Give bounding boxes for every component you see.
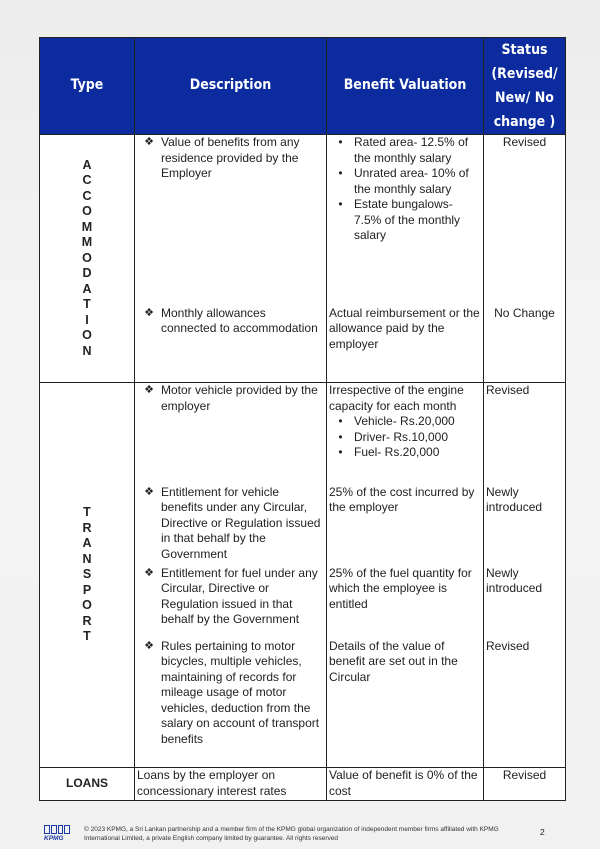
copyright-text: © 2023 KPMG, a Sri Lankan partnership and a member firm of the KPMG global organization of independent member firms affiliated with KPMG International Limited, a private English company limited by guarantee. All rights reserved xyxy=(84,826,499,842)
table-row xyxy=(40,135,566,306)
diamond-bullet-icon: ❖ xyxy=(144,485,154,498)
type-letter: T xyxy=(83,505,91,520)
type-letter: O xyxy=(82,328,92,343)
valuation-cell: Actual reimbursement or the allowance paid by the employer xyxy=(327,306,484,383)
status-cell: Revised xyxy=(484,768,566,801)
valuation-cell: 25% of the fuel quantity for which the employee is entitled xyxy=(327,566,484,639)
valuation-item-text: Driver- Rs.10,000 xyxy=(354,429,449,444)
type-letter: R xyxy=(82,613,92,628)
description-text: Entitlement for fuel under any Circular, Directive or Regulation issued in that behalf by the Government xyxy=(161,565,318,626)
dot-bullet-icon: • xyxy=(338,414,343,428)
type-letter: C xyxy=(82,173,92,188)
status-cell: Newly introduced xyxy=(484,485,566,566)
valuation-cell: 25% of the cost incurred by the employer xyxy=(327,485,484,566)
description-cell xyxy=(135,485,327,566)
description-text: Rules pertaining to motor bicycles, multiple vehicles, maintaining of records for mileage usage of motor vehicles, deduction from the salary on account of transport benefits xyxy=(161,638,320,746)
valuation-item-text: Fuel- Rs.20,000 xyxy=(354,445,440,459)
diamond-bullet-icon: ❖ xyxy=(144,306,154,319)
type-letter: A xyxy=(82,281,92,296)
list-item xyxy=(327,197,483,244)
status-cell: Revised xyxy=(484,383,566,485)
header-description: Description xyxy=(135,38,327,135)
table-row xyxy=(40,768,566,801)
type-letter: O xyxy=(82,204,92,219)
type-letter: I xyxy=(85,312,89,327)
header-type: Type xyxy=(40,38,135,135)
type-letter: T xyxy=(83,629,91,644)
diamond-bullet-icon: ❖ xyxy=(144,566,154,579)
dot-bullet-icon: • xyxy=(338,429,343,444)
list-item xyxy=(327,430,483,446)
type-letter: A xyxy=(82,157,92,172)
valuation-text: Irrespective of the engine capacity for each month xyxy=(329,383,464,413)
kpmg-logo-boxes-icon xyxy=(44,825,70,834)
diamond-bullet-icon: ❖ xyxy=(144,136,154,148)
diamond-bullet-icon: ❖ xyxy=(144,384,154,396)
kpmg-logo xyxy=(44,825,70,844)
header-status xyxy=(484,38,566,135)
valuation-cell xyxy=(327,383,484,485)
valuation-list xyxy=(327,414,483,461)
type-letter: R xyxy=(82,520,92,535)
table-header-row xyxy=(40,38,566,135)
benefits-table xyxy=(39,37,566,801)
description-cell xyxy=(135,383,327,485)
type-letter: A xyxy=(82,536,92,551)
type-letter: N xyxy=(82,551,92,566)
description-cell xyxy=(135,566,327,639)
description-cell xyxy=(135,306,327,383)
header-benefit-valuation: Benefit Valuation xyxy=(327,38,484,135)
header-status-line: Status xyxy=(501,42,548,58)
valuation-item-text: Estate bungalows- 7.5% of the monthly salary xyxy=(354,197,461,242)
description-cell xyxy=(135,639,327,768)
status-cell: No Change xyxy=(484,306,566,383)
status-cell: Revised xyxy=(484,639,566,768)
list-item xyxy=(327,135,483,166)
description-cell: Loans by the employer on concessionary interest rates xyxy=(135,768,327,801)
valuation-item-text: Rated area- 12.5% of the monthly salary xyxy=(354,135,469,165)
table-row xyxy=(40,383,566,485)
type-letter: M xyxy=(81,219,93,234)
type-letter: P xyxy=(82,582,92,597)
type-letter: M xyxy=(81,235,93,250)
kpmg-logo-text: KPMG xyxy=(44,835,64,842)
description-text: Motor vehicle provided by the employer xyxy=(161,383,318,413)
description-text: Monthly allowances connected to accommodation xyxy=(161,305,318,335)
header-status-line: New/ No xyxy=(495,90,554,106)
header-status-line: change ) xyxy=(493,114,556,130)
type-loans: LOANS xyxy=(40,768,135,801)
type-letter: T xyxy=(83,297,91,312)
description-cell xyxy=(135,135,327,306)
valuation-item-text: Vehicle- Rs.20,000 xyxy=(354,414,455,428)
page-footer xyxy=(44,824,564,846)
type-letter: O xyxy=(82,598,92,613)
type-letter: S xyxy=(82,567,92,582)
list-item xyxy=(327,166,483,197)
status-cell: Newly introduced xyxy=(484,566,566,639)
header-status-line: (Revised/ xyxy=(491,66,558,82)
dot-bullet-icon: • xyxy=(338,135,343,149)
list-item xyxy=(327,414,483,430)
type-accommodation xyxy=(40,135,135,383)
list-item xyxy=(327,445,483,461)
description-text: Entitlement for vehicle benefits under any Circular, Directive or Regulation issued in that behalf by the Government xyxy=(161,484,321,561)
diamond-bullet-icon: ❖ xyxy=(144,639,154,652)
valuation-item-text: Unrated area- 10% of the monthly salary xyxy=(354,166,469,196)
page-number: 2 xyxy=(540,827,545,837)
valuation-list xyxy=(327,135,483,244)
type-letter: N xyxy=(82,343,92,358)
dot-bullet-icon: • xyxy=(338,166,343,180)
type-letter: D xyxy=(82,266,92,281)
valuation-cell: Details of the value of benefit are set out in the Circular xyxy=(327,639,484,768)
dot-bullet-icon: • xyxy=(338,445,343,459)
type-letter: O xyxy=(82,250,92,265)
type-transport xyxy=(40,383,135,768)
dot-bullet-icon: • xyxy=(338,197,343,211)
valuation-cell xyxy=(327,135,484,306)
status-cell: Revised xyxy=(484,135,566,306)
description-text: Value of benefits from any residence provided by the Employer xyxy=(161,135,300,180)
valuation-cell: Value of benefit is 0% of the cost xyxy=(327,768,484,801)
type-letter: C xyxy=(82,188,92,203)
